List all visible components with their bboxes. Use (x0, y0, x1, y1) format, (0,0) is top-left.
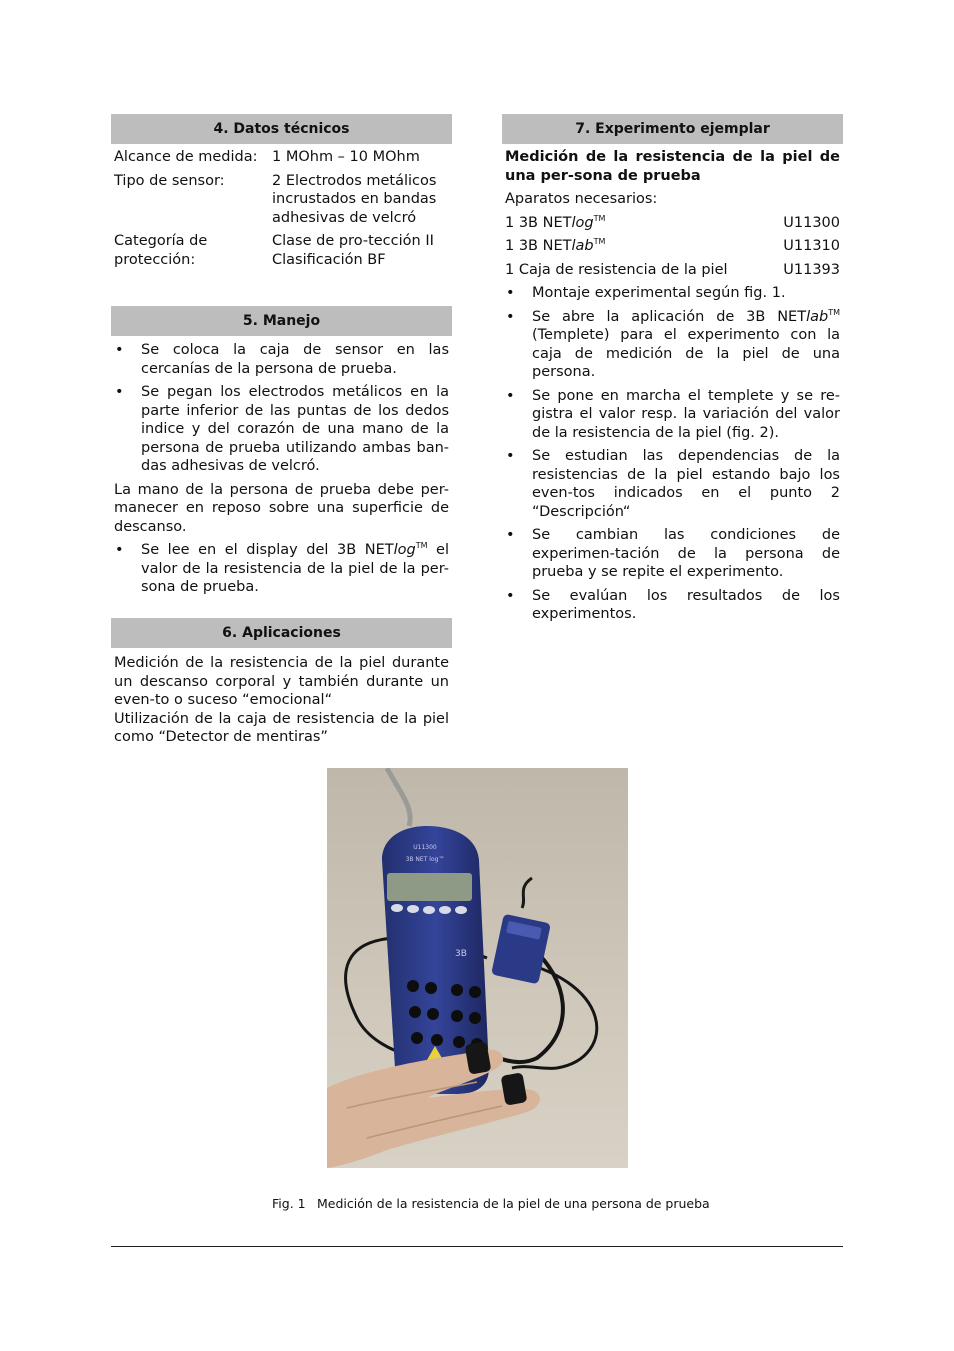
experimento-steps (505, 284, 840, 624)
list-item: • Se coloca la caja de sensor en las cercanías de la persona de prueba. (114, 341, 449, 378)
experimento-body (502, 148, 843, 629)
equipment-name (505, 237, 605, 256)
lcd-display (387, 873, 472, 901)
device-model-label: U11300 (413, 844, 437, 851)
text: 1 3B NET (505, 238, 572, 254)
aplicaciones-paragraph-1: Medición de la resistencia de la piel durante un descanso corporal y también durante un even-to o suceso “emocional“ (114, 655, 449, 708)
table-row (114, 148, 449, 172)
text: 1 3B NET (505, 214, 572, 231)
equipment-code: U11393 (783, 261, 840, 278)
spec-value: 2 Electrodos metálicos incrustados en bandas adhesivas de velcró (272, 172, 437, 226)
list-item (505, 308, 840, 382)
list-item: • Se estudian las dependencias de la resistencias de la piel estando bajo los even-tos indicados en el punto 2 “Descripción“ (505, 447, 840, 521)
equipment-name: 1 Caja de resistencia de la piel (505, 261, 728, 278)
italic-text: lab (806, 308, 829, 325)
specs-table (114, 148, 449, 274)
manejo-list (114, 341, 449, 476)
text: Se abre la aplicación de 3B NET (532, 308, 807, 325)
list-item (505, 237, 840, 256)
specs-table-container (111, 148, 452, 274)
table-row (114, 232, 449, 274)
italic-text: lab (571, 238, 594, 254)
manejo-list-2 (114, 541, 449, 597)
manejo-paragraph: La mano de la persona de prueba debe per-manecer en reposo sobre una superficie de descanso. (114, 481, 449, 535)
italic-text: log (393, 542, 416, 558)
equipment-code: U11300 (783, 214, 840, 231)
section-heading-datos-tecnicos: 4. Datos técnicos (111, 114, 452, 144)
text: (Templete) para el experimento con la caja de medición de la piel de una persona. (532, 327, 840, 380)
aparatos-label: Aparatos necesarios: (505, 191, 658, 207)
section-heading-aplicaciones: 6. Aplicaciones (111, 618, 452, 648)
manejo-body (111, 341, 452, 602)
list-item (505, 261, 840, 280)
list-item (114, 541, 449, 597)
figure-number: Fig. 1 (272, 1196, 306, 1211)
spec-label: Tipo de sensor: (114, 172, 225, 189)
spec-value: 1 MOhm – 10 MOhm (272, 149, 420, 165)
trademark: TM (593, 213, 606, 223)
figure-photo (327, 768, 628, 1168)
aplicaciones-body (111, 654, 452, 747)
spec-label: Categoría de protección: (114, 233, 208, 268)
experimento-heading: Medición de la resistencia de la piel de una per-sona de prueba (505, 149, 840, 184)
photo-illustration (327, 768, 628, 1168)
section-heading-manejo: 5. Manejo (111, 306, 452, 336)
section-heading-experimento: 7. Experimento ejemplar (502, 114, 843, 144)
table-row (114, 172, 449, 233)
device-brand-logo: 3B (455, 949, 467, 959)
trademark: TM (415, 541, 428, 551)
list-item (505, 214, 840, 233)
footer-rule (111, 1246, 843, 1247)
trademark: TM (593, 237, 606, 247)
text: el valor de la resistencia de la piel de la per-sona de prueba. (141, 542, 449, 595)
italic-text: log (571, 214, 594, 231)
device-name-label: 3B NET log™ (405, 856, 445, 863)
spec-value: Clase de pro-tección II Clasificación BF (272, 233, 434, 268)
spec-label: Alcance de medida: (114, 149, 258, 165)
figure-caption (272, 1195, 710, 1214)
list-item: • Se pone en marcha el templete y se re-gistra el valor resp. la variación del valor de la resistencia de la piel (fig. 2). (505, 387, 840, 443)
text: Se lee en el display del 3B NET (141, 542, 394, 558)
list-item: • Se pegan los electrodos metálicos en la parte inferior de las puntas de los dedos indice y del corazón de una mano de la persona de prueba utilizando ambas ban-das adhesivas de velcró. (114, 383, 449, 476)
list-item: • Se cambian las condiciones de experimen-tación de la persona de prueba y se repite el experimento. (505, 526, 840, 582)
equipment-code: U11310 (783, 238, 840, 254)
trademark: TM (828, 307, 840, 317)
aplicaciones-paragraph-2: Utilización de la caja de resistencia de la piel como “Detector de mentiras” (114, 710, 449, 745)
list-item: • Se evalúan los resultados de los experimentos. (505, 587, 840, 624)
equipment-name (505, 214, 605, 233)
figure-caption-text: Medición de la resistencia de la piel de una persona de prueba (317, 1196, 710, 1211)
list-item: • Montaje experimental según fig. 1. (505, 284, 840, 303)
